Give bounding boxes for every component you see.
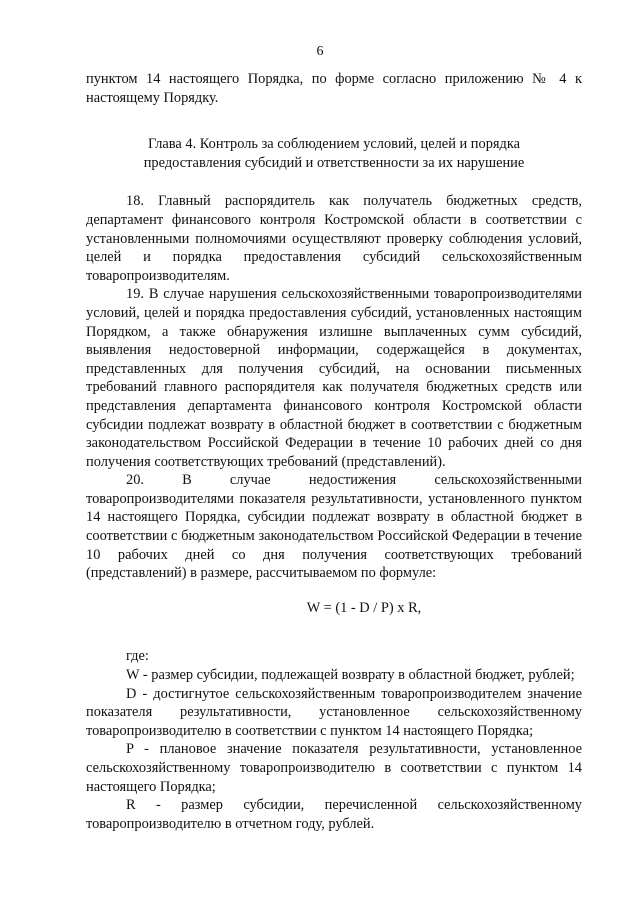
paragraph-20: 20. В случае недостижения сельскохозяйственными товаропроизводителями показателя результативности, установленного пунктом 14 настоящего Порядка, субсидии подлежат возврату в областной бюджет в соответствии с бюджетным законодательством Российской Федерации в течение 10 рабочих дней со дня получения соответствующих требований (представлений) в размере, рассчитываемом по формуле: [86, 472, 582, 582]
intro-paragraph: пунктом 14 настоящего Порядка, по форме согласно приложению № 4 к настоящему Порядку. [86, 71, 582, 106]
definition-d: D - достигнутое сельскохозяйственным товаропроизводителем значение показателя результативности, установленное сельскохозяйственному товаропроизводителю в соответствии с пунктом 14 настоящего Порядка; [86, 685, 582, 739]
formula: W = (1 - D / P) x R, [306, 599, 422, 616]
definition-p: P - плановое значение показателя результативности, установленное сельскохозяйственному товаропроизводителю в соответствии с пунктом 14 настоящего Порядка; [86, 741, 582, 795]
definition-r: R - размер субсидии, перечисленной сельскохозяйственному товаропроизводителю в отчетном году, рублей. [86, 797, 582, 832]
page-number: 6 [316, 44, 324, 59]
where-label: где: [126, 648, 149, 665]
chapter-heading [86, 135, 582, 172]
chapter-heading-line-2: предоставления субсидий и ответственности за их нарушение [143, 154, 525, 171]
paragraph-19: 19. В случае нарушения сельскохозяйственными товаропроизводителями условий, целей и порядка предоставления субсидий, установленных настоящим Порядком, а также обнаружения излишне выплаченных сумм субсидий, выявления недостоверной информации, содержащейся в документах, представленных для получения субсидий, на основании письменных требований главного распорядителя как получателя бюджетных средств или представления департамента финансового контроля Костромской области субсидии подлежат возврату в областной бюджет в соответствии с бюджетным законодательством Российской Федерации в течение 10 рабочих дней со дня получения соответствующих требований (представлений). [86, 286, 582, 470]
definition-w: W - размер субсидии, подлежащей возврату в областной бюджет, рублей; [126, 667, 575, 684]
paragraph-18: 18. Главный распорядитель как получатель бюджетных средств, департамент финансового контроля Костромской области в соответствии с установленными полномочиями осуществляют проверку соблюдения условий, целей и порядка предоставления субсидий сельскохозяйственным товаропроизводителям. [86, 193, 582, 284]
chapter-heading-line-1: Глава 4. Контроль за соблюдением условий, целей и порядка [148, 136, 520, 153]
document-body [86, 70, 582, 833]
